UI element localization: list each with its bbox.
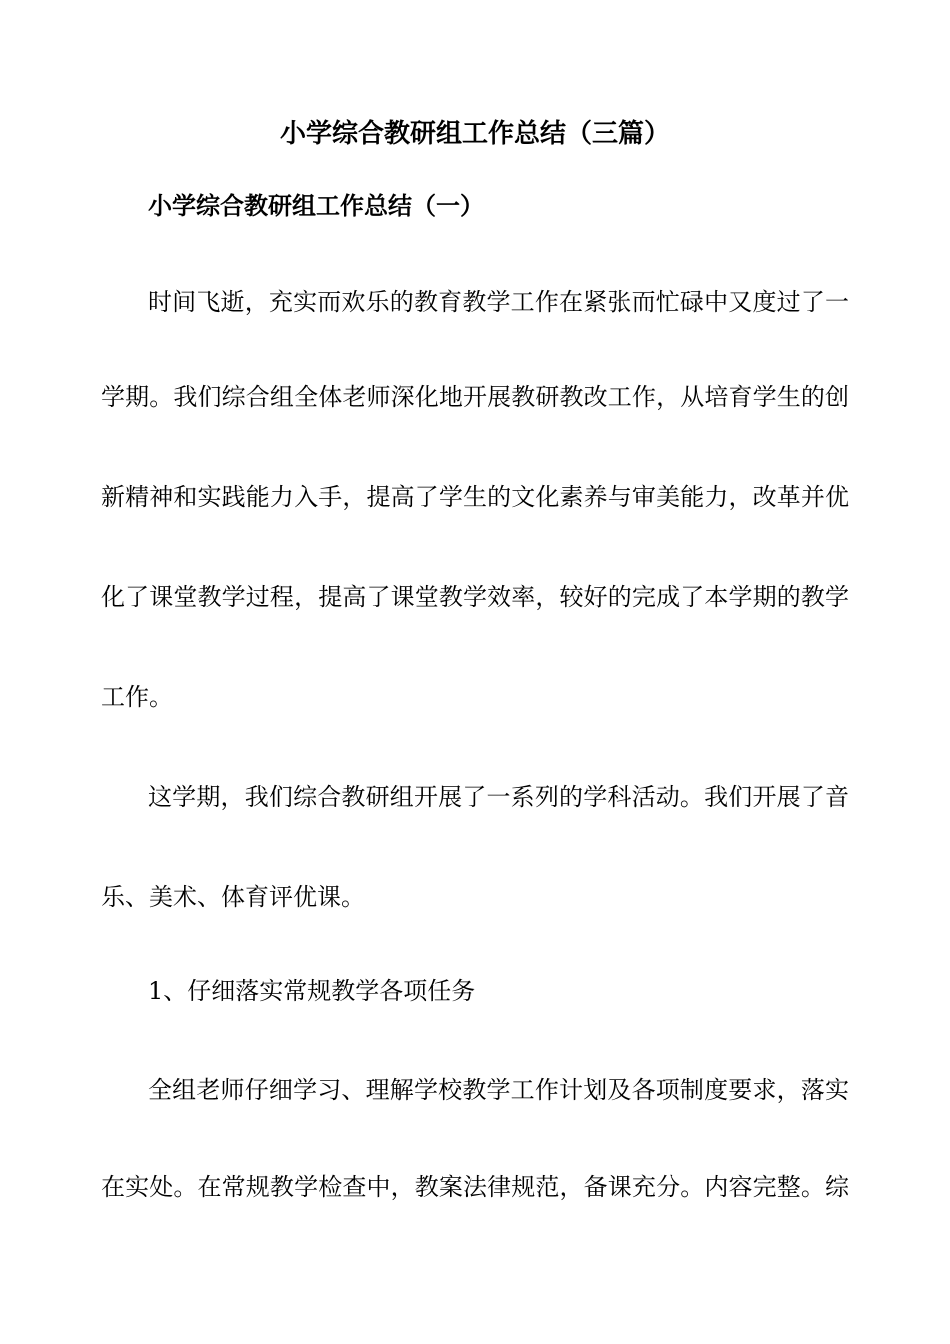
section-title: 小学综合教研组工作总结（一） bbox=[148, 191, 484, 220]
paragraph-line: 这学期，我们综合教研组开展了一系列的学科活动。我们开展了音 bbox=[148, 783, 849, 811]
paragraph-line: 化了课堂教学过程，提高了课堂教学效率，较好的完成了本学期的教学 bbox=[101, 583, 849, 611]
paragraph-line: 学期。我们综合组全体老师深化地开展教研教改工作，从培育学生的创 bbox=[101, 383, 849, 411]
document-title: 小学综合教研组工作总结（三篇） bbox=[279, 119, 670, 149]
paragraph-line: 乐、美术、体育评优课。 bbox=[101, 883, 365, 911]
paragraph-line: 新精神和实践能力入手，提高了学生的文化素养与审美能力，改革并优 bbox=[101, 483, 849, 511]
paragraph-line: 时间飞逝，充实而欢乐的教育教学工作在紧张而忙碌中又度过了一 bbox=[148, 288, 849, 316]
paragraph-line: 全组老师仔细学习、理解学校教学工作计划及各项制度要求，落实 bbox=[148, 1076, 849, 1104]
list-heading: 1、仔细落实常规教学各项任务 bbox=[148, 977, 476, 1005]
paragraph-line: 工作。 bbox=[101, 683, 173, 711]
paragraph-line: 在实处。在常规教学检查中，教案法律规范，备课充分。内容完整。综 bbox=[101, 1173, 849, 1201]
